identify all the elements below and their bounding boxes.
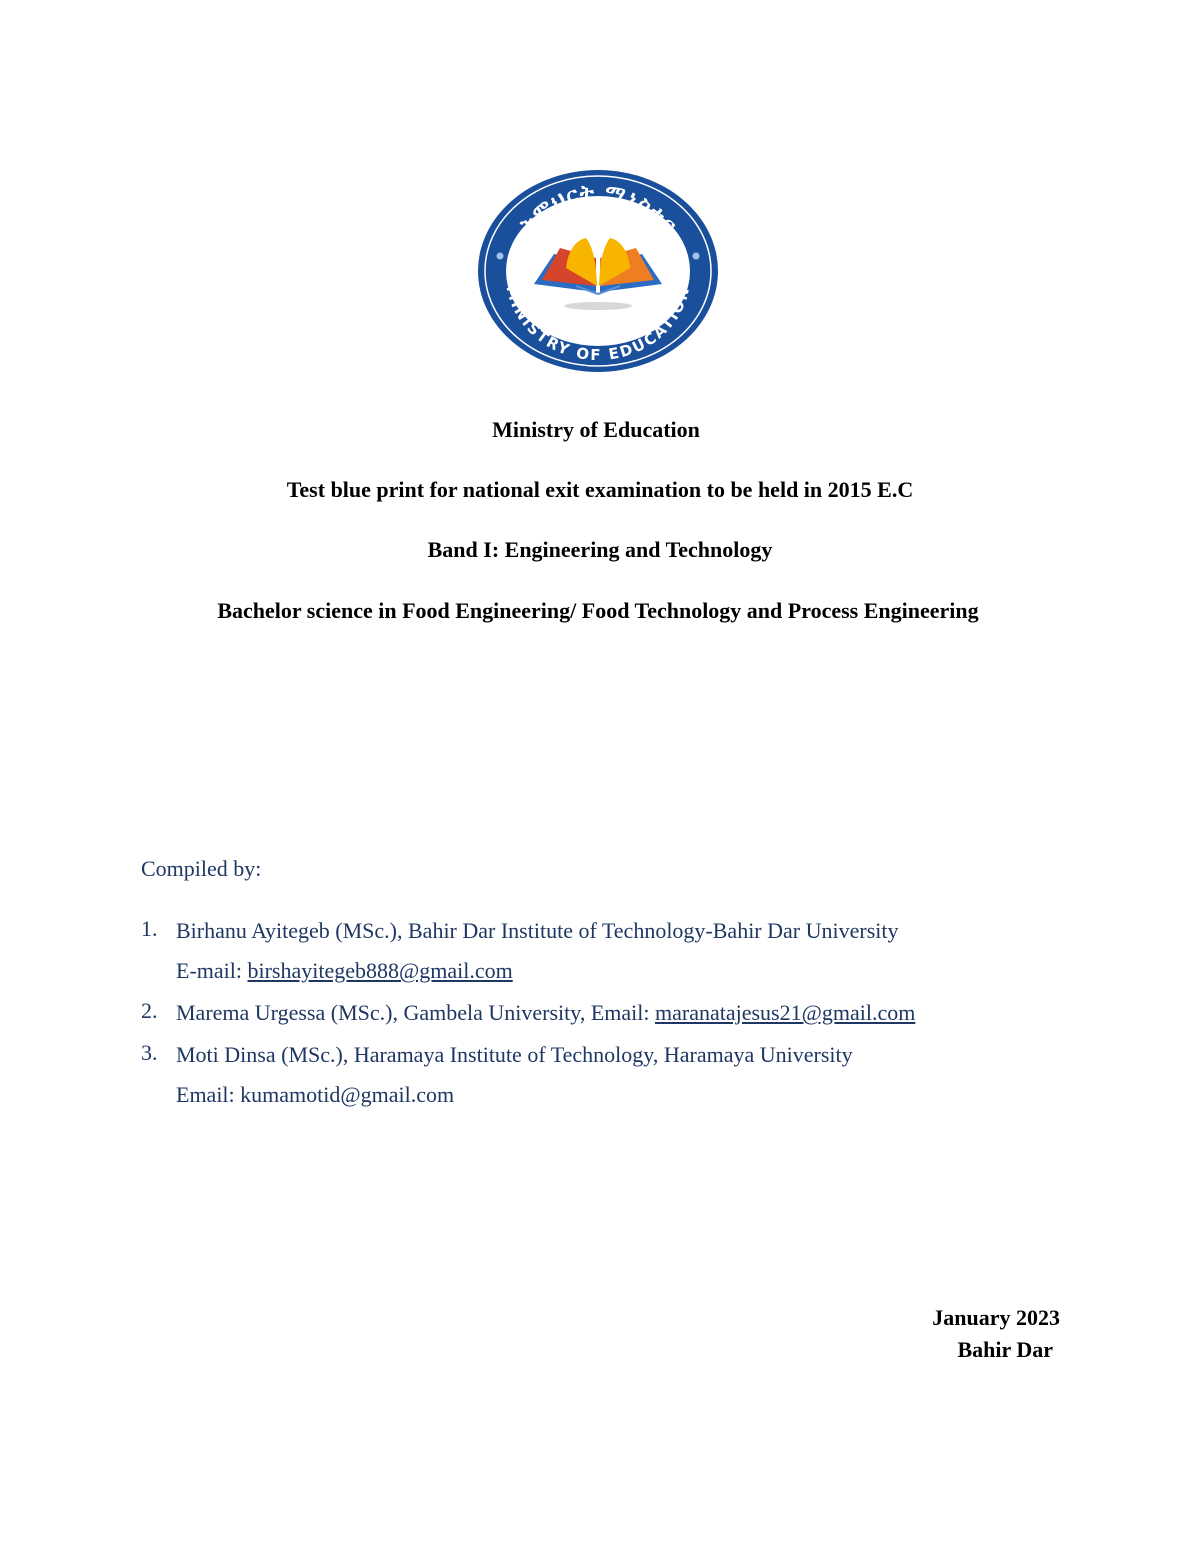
author-item-1 [141, 916, 1101, 996]
document-date: January 2023 [932, 1305, 1060, 1330]
author-line: Birhanu Ayitegeb (MSc.), Bahir Dar Institute of Technology-Bahir Dar University [176, 918, 899, 943]
blueprint-title: Test blue print for national exit examination to be held in 2015 E.C [286, 477, 914, 502]
logo-bottom-text: MINISTRY OF EDUCATION [502, 283, 694, 365]
band-title: Band I: Engineering and Technology [427, 537, 773, 562]
compiled-by-label: Compiled by: [141, 856, 262, 881]
email-text: kumamotid@gmail.com [240, 1082, 455, 1107]
email-link[interactable]: birshayitegeb888@gmail.com [247, 958, 513, 983]
email-label: E-mail: [176, 958, 248, 983]
author-line-text: Marema Urgessa (MSc.), Gambela University, Email: [176, 1000, 655, 1025]
author-email-line [176, 1080, 1101, 1120]
program-title: Bachelor science in Food Engineering/ Food Technology and Process Engineering [217, 598, 979, 623]
author-number: 2. [141, 998, 158, 1023]
author-number: 3. [141, 1040, 158, 1065]
email-link[interactable]: maranatajesus21@gmail.com [654, 1000, 916, 1025]
author-line: Moti Dinsa (MSc.), Haramaya Institute of Technology, Haramaya University [176, 1042, 853, 1067]
author-line [176, 998, 1101, 1038]
logo-dot-left [497, 253, 504, 260]
author-number: 1. [141, 916, 158, 941]
author-email-line [176, 956, 1101, 996]
document-place: Bahir Dar [957, 1337, 1053, 1362]
ministry-of-education-logo [476, 168, 720, 374]
email-label: Email: [176, 1082, 241, 1107]
author-item-3 [141, 1040, 1101, 1120]
logo-top-text: ትምህርት ሚኒስቴር [514, 179, 682, 238]
date-place-block [932, 1302, 1060, 1366]
logo-dot-right [693, 253, 700, 260]
author-item-2 [141, 998, 1101, 1038]
ministry-title: Ministry of Education [492, 417, 700, 442]
author-list [141, 916, 1101, 1120]
